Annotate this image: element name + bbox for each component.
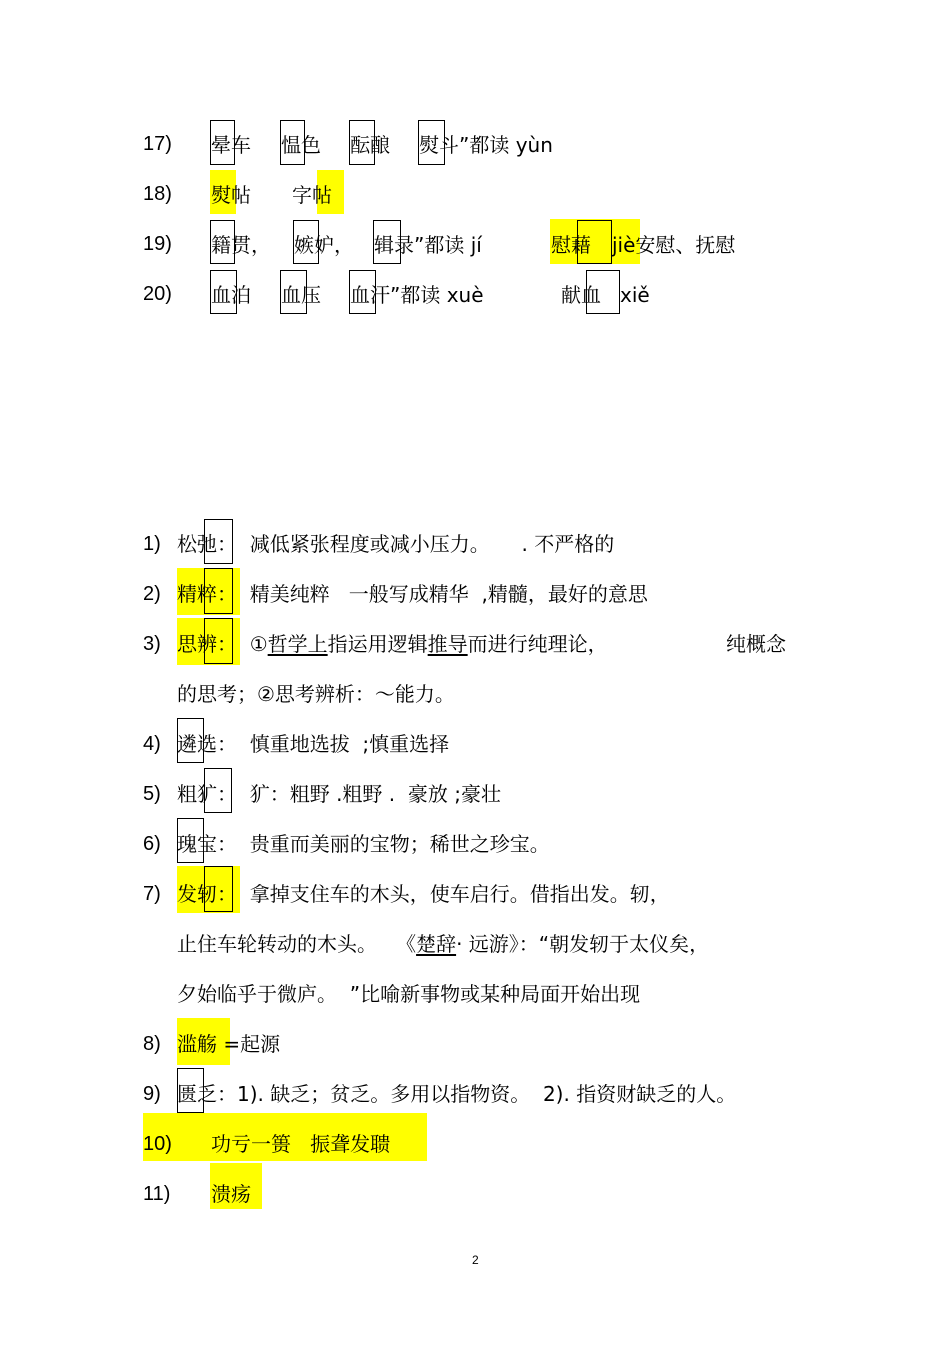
- item-word: 籍贯，: [211, 233, 271, 257]
- text-part: 而进行纯理论，: [467, 632, 608, 656]
- item-text: 粗犷： 犷：粗野 .粗野 . 豪放 ;豪壮: [177, 782, 501, 806]
- item-number: 18): [143, 183, 172, 205]
- item-word: 嫉妒，: [294, 233, 354, 257]
- item-number: 2): [143, 583, 161, 605]
- item-text: 精粹： 精美纯粹 一般写成精华 ,精髓，最好的意思: [177, 582, 648, 606]
- item-word: 酝酿: [350, 133, 390, 157]
- item-number: 17): [143, 133, 172, 155]
- item-number: 7): [143, 883, 161, 905]
- item-number: 6): [143, 833, 161, 855]
- item-number: 3): [143, 633, 161, 655]
- item-text: 纯概念: [726, 632, 786, 656]
- underlined-text: 推导: [427, 632, 468, 656]
- item-word: jiè安慰、抚慰: [612, 233, 736, 257]
- underlined-text: 楚辞: [416, 932, 457, 956]
- item-text: 的思考；②思考辨析：～能力。: [177, 682, 455, 706]
- item-text: 瑰宝： 贵重而美丽的宝物；稀世之珍宝。: [177, 832, 550, 856]
- item-word: 慰藉: [551, 233, 591, 257]
- item-number: 1): [143, 533, 161, 555]
- item-word: 熨斗”都读 yùn: [419, 133, 553, 157]
- item-word: 血泊: [211, 283, 251, 307]
- item-text: 松弛： 减低紧张程度或减小压力。 . 不严格的: [177, 532, 615, 556]
- item-text: [177, 632, 608, 656]
- item-word: 字帖: [292, 183, 332, 207]
- item-word: 辑录”都读 jí: [374, 233, 482, 257]
- text-part: · 远游》：“朝发轫于太仪矣，: [456, 932, 710, 956]
- item-number: 11): [143, 1183, 171, 1205]
- page-number: 2: [472, 1253, 479, 1267]
- item-number: 5): [143, 783, 161, 805]
- item-text: [177, 932, 709, 956]
- item-text: 功亏一篑 振聋发聩: [211, 1132, 391, 1156]
- item-number: 9): [143, 1083, 161, 1105]
- item-number: 19): [143, 233, 172, 255]
- item-number: 4): [143, 733, 161, 755]
- item-number: 10): [143, 1133, 172, 1155]
- item-text: 遴选： 慎重地选拔 ;慎重选择: [177, 732, 450, 756]
- text-part: 指运用逻辑: [327, 632, 428, 656]
- item-text: 滥觞 =起源: [177, 1032, 281, 1056]
- item-number: 20): [143, 283, 172, 305]
- item-text: 匮乏：1). 缺乏；贫乏。多用以指物资。 2). 指资财缺乏的人。: [177, 1082, 737, 1106]
- item-word: 愠色: [281, 133, 321, 157]
- underlined-text: 哲学上: [267, 632, 328, 656]
- text-part: 思辨： ①: [177, 632, 268, 656]
- item-text: 发轫： 拿掉支住车的木头，使车启行。借指出发。轫，: [177, 882, 670, 906]
- text-part: 止住车轮转动的木头。 《: [177, 932, 417, 956]
- item-word: 血压: [281, 283, 321, 307]
- item-text: 溃疡: [211, 1182, 251, 1206]
- item-word: xiě: [620, 283, 650, 307]
- item-word: 献血: [561, 283, 601, 307]
- item-text: 夕始临乎于微庐。 ”比喻新事物或某种局面开始出现: [177, 982, 641, 1006]
- item-word: 晕车: [211, 133, 251, 157]
- item-word: 熨帖: [211, 183, 251, 207]
- item-number: 8): [143, 1033, 161, 1055]
- item-word: 血汗”都读 xuè: [350, 283, 484, 307]
